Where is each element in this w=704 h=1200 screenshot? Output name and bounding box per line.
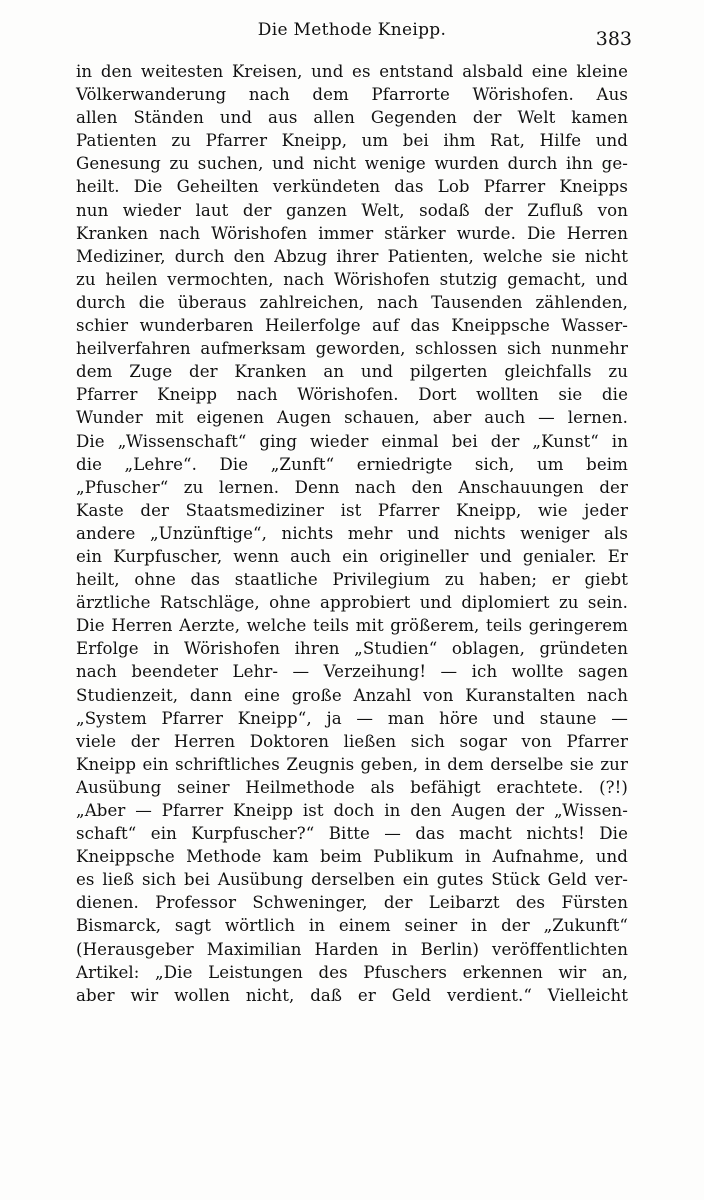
text-line: Studienzeit, dann eine große Anzahl von Kuranstalten nach xyxy=(76,685,628,705)
text-line: Völkerwanderung nach dem Pfarrorte Wörishofen. Aus xyxy=(76,85,628,105)
page-number: 383 xyxy=(595,28,632,50)
text-line: Erfolge in Wörishofen ihren „Studien“ oblagen, gründeten xyxy=(76,639,628,659)
text-line: dem Zuge der Kranken an und pilgerten gleichfalls zu xyxy=(76,362,628,382)
text-line: durch die überaus zahlreichen, nach Tausenden zählenden, xyxy=(76,292,628,312)
text-line: ein Kurpfuscher, wenn auch ein origineller und genialer. Er xyxy=(76,546,628,566)
text-line: ärztliche Ratschläge, ohne approbiert und diplomiert zu sein. xyxy=(76,593,628,613)
text-line: schier wunderbaren Heilerfolge auf das Kneippsche Wasser- xyxy=(76,316,628,336)
text-line: Kneipp ein schriftliches Zeugnis geben, in dem derselbe sie zur xyxy=(76,754,628,774)
text-line: Artikel: „Die Leistungen des Pfuschers erkennen wir an, xyxy=(76,962,628,982)
text-line: Wunder mit eigenen Augen schauen, aber auch — lernen. xyxy=(76,408,628,428)
text-line: andere „Unzünftige“, nichts mehr und nichts weniger als xyxy=(76,523,628,543)
text-line: Mediziner, durch den Abzug ihrer Patienten, welche sie nicht xyxy=(76,246,628,266)
text-line: heilt, ohne das staatliche Privilegium zu haben; er giebt xyxy=(76,570,628,590)
running-head xyxy=(76,18,632,50)
text-line: Die „Wissenschaft“ ging wieder einmal bei der „Kunst“ in xyxy=(76,431,628,451)
text-line: dienen. Professor Schweninger, der Leibarzt des Fürsten xyxy=(76,893,628,913)
text-line: Kranken nach Wörishofen immer stärker wurde. Die Herren xyxy=(76,223,628,243)
text-line: Kaste der Staatsmediziner ist Pfarrer Kneipp, wie jeder xyxy=(76,500,628,520)
text-line: Kneippsche Methode kam beim Publikum in Aufnahme, und xyxy=(76,847,628,867)
text-line: allen Ständen und aus allen Gegenden der Welt kamen xyxy=(76,108,628,128)
text-line: „Pfuscher“ zu lernen. Denn nach den Anschauungen der xyxy=(76,477,628,497)
text-line: (Herausgeber Maximilian Harden in Berlin) veröffentlichten xyxy=(76,939,628,959)
text-line: schaft“ ein Kurpfuscher?“ Bitte — das macht nichts! Die xyxy=(76,824,628,844)
text-line: „Aber — Pfarrer Kneipp ist doch in den Augen der „Wissen- xyxy=(76,801,628,820)
running-title: Die Methode Kneipp. xyxy=(257,20,447,40)
text-line: in den weitesten Kreisen, und es entstand alsbald eine kleine xyxy=(76,62,628,81)
text-line: viele der Herren Doktoren ließen sich sogar von Pfarrer xyxy=(76,731,628,751)
text-line: Ausübung seiner Heilmethode als befähigt erachtete. (?!) xyxy=(76,777,628,797)
text-line: nach beendeter Lehr- — Verzeihung! — ich wollte sagen xyxy=(76,662,628,682)
text-line: die „Lehre“. Die „Zunft“ erniedrigte sich, um beim xyxy=(76,454,628,474)
text-line: „System Pfarrer Kneipp“, ja — man höre und staune — xyxy=(76,708,628,728)
text-line: Bismarck, sagt wörtlich in einem seiner in der „Zukunft“ xyxy=(76,916,628,936)
text-line: Die Herren Aerzte, welche teils mit größerem, teils geringerem xyxy=(76,616,628,636)
text-line: heilverfahren aufmerksam geworden, schlossen sich nunmehr xyxy=(76,339,628,359)
text-line: zu heilen vermochten, nach Wörishofen stutzig gemacht, und xyxy=(76,269,628,289)
text-line: nun wieder laut der ganzen Welt, sodaß der Zufluß von xyxy=(76,200,628,220)
text-line: aber wir wollen nicht, daß er Geld verdient.“ Vielleicht xyxy=(76,985,628,1005)
text-line: heilt. Die Geheilten verkündeten das Lob Pfarrer Kneipps xyxy=(76,177,628,197)
text-line: es ließ sich bei Ausübung derselben ein gutes Stück Geld ver- xyxy=(76,870,628,890)
body-text xyxy=(76,60,628,1007)
text-line: Pfarrer Kneipp nach Wörishofen. Dort wollten sie die xyxy=(76,385,628,405)
text-line: Patienten zu Pfarrer Kneipp, um bei ihm Rat, Hilfe und xyxy=(76,131,628,151)
text-line: Genesung zu suchen, und nicht wenige wurden durch ihn ge- xyxy=(76,154,628,174)
